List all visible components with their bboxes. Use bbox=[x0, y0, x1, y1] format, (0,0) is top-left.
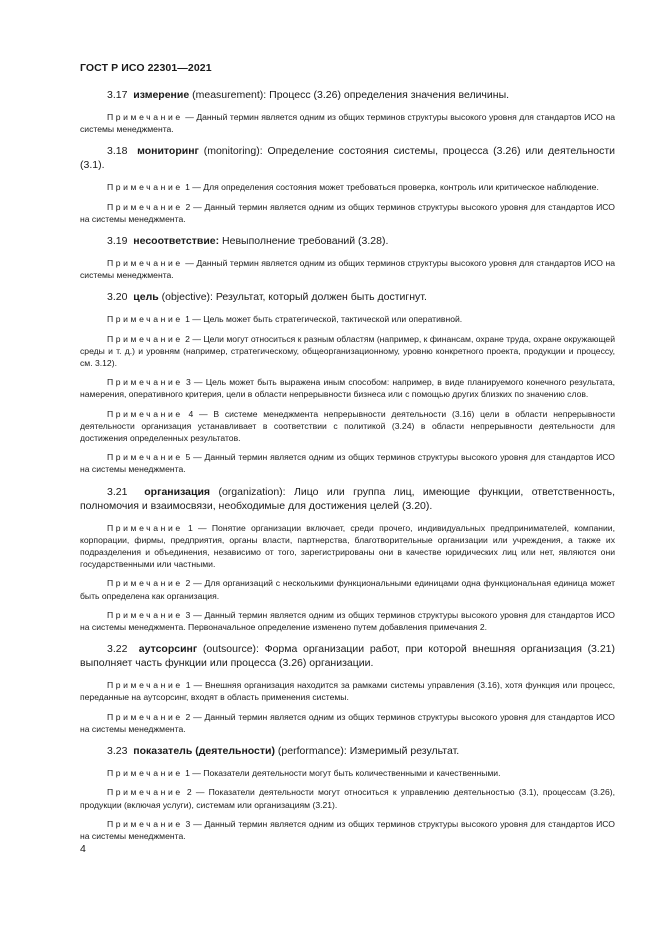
note-text: — Для организаций с несколькими функциональными единицами одна функциональная единица может быть определена как организация. bbox=[80, 578, 616, 601]
document-header: ГОСТ Р ИСО 22301—2021 bbox=[80, 62, 212, 74]
note bbox=[80, 679, 615, 703]
note bbox=[80, 577, 615, 601]
note-label: Примечание bbox=[107, 578, 183, 589]
note-number: 1 bbox=[182, 522, 193, 533]
note bbox=[80, 257, 615, 281]
note bbox=[80, 609, 615, 633]
note-label: Примечание bbox=[107, 609, 183, 620]
note-text: — Данный термин является одним из общих терминов структуры высокого уровня для стандартов ИСО на системы менеджмента. bbox=[80, 112, 615, 135]
term-definition: (measurement): Процесс (3.26) определения значения величины. bbox=[189, 89, 510, 101]
note bbox=[80, 376, 615, 400]
term-name: показатель (деятельности) bbox=[133, 745, 275, 758]
term-name: несоответствие: bbox=[133, 235, 220, 248]
note-number: 2 bbox=[182, 333, 190, 344]
note-text: — Цель может быть выражена иным способом: например, в виде планируемого конечного результата, намерения, оперативного критерия, цели в области непрерывности бизнеса или с помощью других близких по значению слов. bbox=[80, 377, 615, 400]
term-3-17 bbox=[80, 88, 615, 102]
term-3-19 bbox=[80, 234, 615, 248]
note-text: — Данный термин является одним из общих терминов структуры высокого уровня для стандартов ИСО на системы менеджмента. bbox=[80, 818, 615, 841]
term-definition: (objective): Результат, который должен быть достигнут. bbox=[158, 291, 427, 304]
note bbox=[80, 111, 615, 135]
note-text: — Цель может быть стратегической, тактической или оперативной. bbox=[189, 314, 463, 325]
note-label: Примечание bbox=[107, 377, 183, 388]
note-text: — Для определения состояния может требоваться проверка, контроль или критическое наблюдение. bbox=[189, 182, 599, 193]
note bbox=[80, 408, 615, 445]
note-text: — Данный термин является одним из общих терминов структуры высокого уровня для стандартов ИСО на системы менеджмента. Первоначальное определение изменено путем добавления примечания 2. bbox=[80, 609, 615, 633]
term-3-22 bbox=[80, 642, 615, 670]
term-number: 3.22 bbox=[107, 643, 128, 656]
term-3-18 bbox=[80, 144, 615, 172]
page-number: 4 bbox=[80, 843, 86, 855]
note bbox=[80, 767, 615, 779]
term-number: 3.19 bbox=[107, 235, 128, 248]
note bbox=[80, 313, 615, 325]
note-number: 5 bbox=[182, 452, 191, 463]
note bbox=[80, 711, 615, 735]
note-number: 2 bbox=[182, 711, 191, 722]
note-text: — Понятие организации включает, среди прочего, индивидуальных предпринимателей, компании, корпорации, фирмы, предприятия, органы власти, партнерства, благотворительные организации или учреждения, а также их подразделения и объединения, независимо от того, зарегистрированы они в качестве юридических лиц или нет, являются они государственными или частными. bbox=[80, 522, 615, 570]
note-label: Примечание bbox=[107, 452, 183, 463]
term-name: измерение bbox=[133, 89, 190, 101]
note-number: 3 bbox=[182, 609, 191, 620]
note-label: Примечание bbox=[107, 818, 183, 829]
term-number: 3.17 bbox=[107, 89, 128, 101]
note bbox=[80, 451, 615, 475]
note-label: Примечание bbox=[107, 201, 183, 212]
note bbox=[80, 818, 615, 842]
note-text: — Данный термин является одним из общих терминов структуры высокого уровня для стандартов ИСО на системы менеджмента. bbox=[80, 258, 615, 281]
note-label: Примечание bbox=[107, 787, 183, 798]
note-text: — Показатели деятельности могут относиться к управлению деятельностью (3.1), процессам (3.26), продукции (включая услуги), системам или организациям (3.21). bbox=[80, 787, 615, 810]
note-text: — Данный термин является одним из общих терминов структуры высокого уровня для стандартов ИСО на системы менеджмента. bbox=[80, 711, 615, 734]
note-label: Примечание bbox=[107, 711, 183, 722]
note-label: Примечание bbox=[107, 314, 183, 325]
note-number: 1 bbox=[182, 680, 191, 691]
term-name: цель bbox=[133, 291, 159, 304]
term-name: аутсорсинг bbox=[138, 643, 198, 656]
note-text: — Внешняя организация находится за рамками системы управления (3.16), хотя функция или процесс, переданные на аутсорсинг, входят в область применения системы. bbox=[80, 680, 616, 703]
note bbox=[80, 333, 615, 370]
term-3-23 bbox=[80, 744, 615, 758]
note bbox=[80, 786, 615, 810]
note-label: Примечание bbox=[107, 258, 183, 269]
note-label: Примечание bbox=[107, 333, 183, 344]
note-label: Примечание bbox=[107, 182, 183, 193]
term-definition: (organization): Лицо или группа лиц, имеющие функции, ответственность, полномочия и взаимосвязи, необходимые для достижения целей (3.20). bbox=[80, 485, 615, 512]
note-label: Примечание bbox=[107, 768, 183, 779]
term-number: 3.18 bbox=[107, 145, 128, 158]
note-number: 3 bbox=[182, 818, 191, 829]
term-3-21 bbox=[80, 485, 615, 513]
term-number: 3.23 bbox=[107, 745, 128, 758]
note-number: 2 bbox=[182, 578, 191, 589]
document-body bbox=[80, 88, 615, 849]
note-text: — Показатели деятельности могут быть количественными и качественными. bbox=[189, 768, 501, 779]
note-label: Примечание bbox=[107, 680, 183, 691]
term-3-20 bbox=[80, 290, 615, 304]
note-label: Примечание bbox=[107, 112, 183, 122]
note-number: 1 bbox=[182, 768, 190, 779]
note-text: — В системе менеджмента непрерывности деятельности (3.16) цели в области непрерывности деятельности организация устанавливает в соответствии с политикой (3.24) в области непрерывности деятельности для достижения определенных результатов. bbox=[80, 408, 616, 444]
term-name: мониторинг bbox=[137, 145, 199, 158]
note-number: 3 bbox=[182, 377, 191, 388]
note-number: 1 bbox=[182, 182, 190, 193]
note-text: — Данный термин является одним из общих терминов структуры высокого уровня для стандартов ИСО на системы менеджмента. bbox=[80, 452, 615, 475]
term-number: 3.20 bbox=[107, 291, 128, 304]
note-number: 2 bbox=[182, 787, 192, 798]
term-definition: Невыполнение требований (3.28). bbox=[219, 235, 389, 248]
note-text: — Данный термин является одним из общих терминов структуры высокого уровня для стандартов ИСО на системы менеджмента. bbox=[80, 201, 615, 224]
term-number: 3.21 bbox=[107, 485, 128, 498]
term-definition: (performance): Измеримый результат. bbox=[275, 745, 460, 758]
note-number: 2 bbox=[182, 201, 191, 212]
term-definition: (monitoring): Определение состояния системы, процесса (3.26) или деятельности (3.1). bbox=[80, 145, 616, 172]
term-definition: (outsource): Форма организации работ, при которой внешняя организация (3.21) выполняет часть функции или процесса (3.26) организации. bbox=[80, 643, 615, 670]
note-number: 1 bbox=[182, 314, 190, 325]
note-label: Примечание bbox=[107, 408, 183, 419]
note bbox=[80, 201, 615, 225]
note bbox=[80, 522, 615, 571]
note-number: 4 bbox=[182, 408, 194, 419]
note-text: — Цели могут относиться к разным областям (например, к финансам, охране труда, охране окружающей среды и т. д.) и уровням (например, стратегическому, общеорганизационному, уровню конкретного проекта, продукции и процессу, см. 3.12). bbox=[80, 333, 616, 369]
term-name: организация bbox=[144, 485, 211, 498]
note bbox=[80, 181, 615, 193]
note-label: Примечание bbox=[107, 522, 183, 533]
